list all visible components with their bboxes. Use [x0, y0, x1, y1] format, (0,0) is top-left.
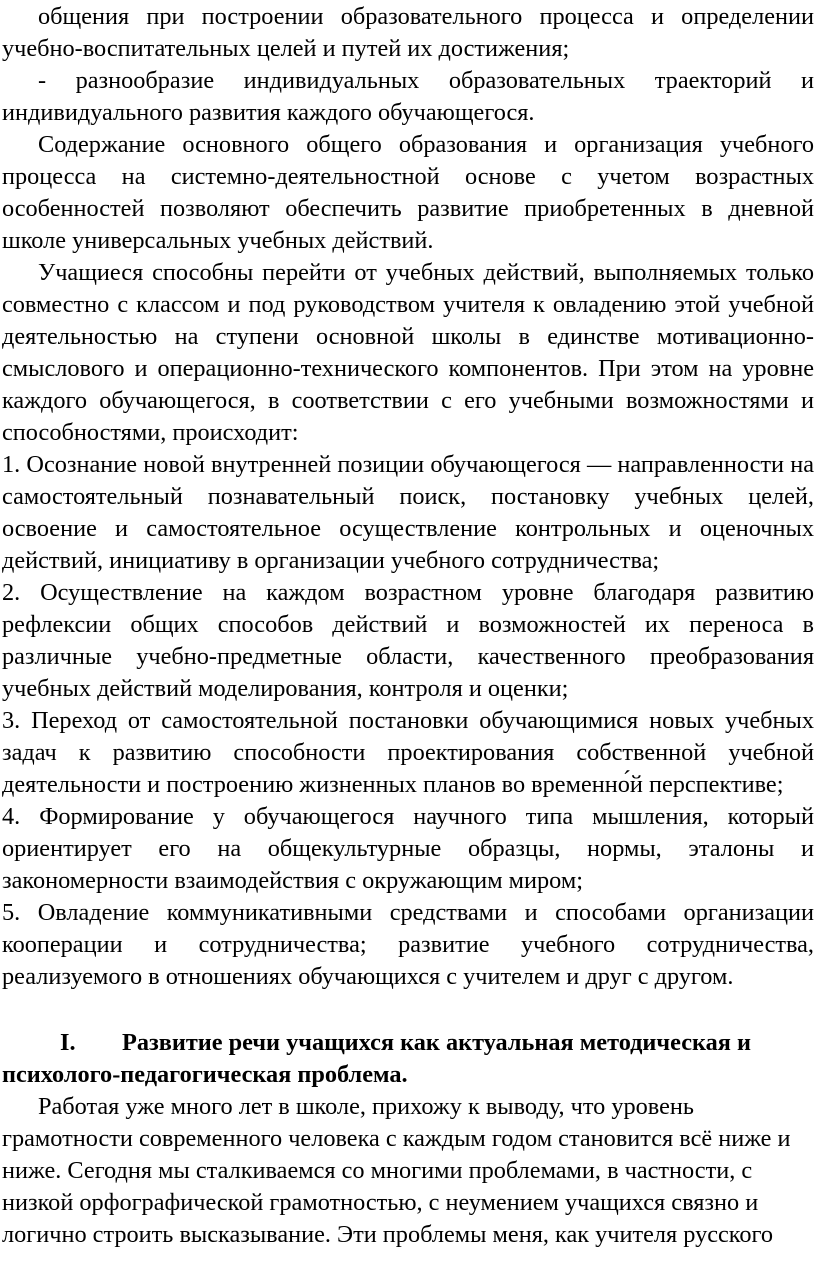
paragraph-content: Содержание основного общего образования и организация учебного процесса на системно-деятельностной основе с учетом возрастных особенностей позволяют обеспечить развитие приобретенных в дневной школе универсальных учебных действий.	[2, 131, 814, 254]
list-item-1	[2, 449, 814, 577]
list-number: 3.	[2, 707, 21, 734]
list-text: Формирование у обучающегося научного типа мышления, который ориентирует его на общекультурные образцы, нормы, эталоны и закономерности взаимодействия с окружающим миром;	[2, 803, 814, 894]
list-number: 5.	[2, 899, 21, 926]
list-item-2	[2, 577, 814, 705]
list-item-5	[2, 897, 814, 993]
list-text: Овладение коммуникативными средствами и способами организации кооперации и сотрудничества; развитие учебного сотрудничества, реализуемого в отношениях обучающихся с учителем и друг с другом.	[2, 899, 814, 990]
paragraph-continuation: общения при построении образовательного процесса и определении учебно-воспитательных целей и путей их достижения;	[2, 3, 814, 62]
paragraph-students: Учащиеся способны перейти от учебных действий, выполняемых только совместно с классом и под руководством учителя к овладению этой учебной деятельностью на ступени основной школы в единстве мотивационно-смыслового и операционно-технического компонентов. При этом на уровне каждого обучающегося, в соответствии с его учебными возможностями и способностями, происходит:	[2, 259, 814, 446]
list-item-3	[2, 705, 814, 801]
paragraph-closing: Работая уже много лет в школе, прихожу к выводу, что уровень грамотности современного человека с каждым годом становится всё ниже и ниже. Сегодня мы сталкиваемся со многими проблемами, в частности, с низкой орфографической грамотностью, с неумением учащихся связно и логично строить высказывание. Эти проблемы меня, как учителя русского	[2, 1093, 791, 1248]
section-number: I.	[60, 1029, 76, 1056]
section-heading	[2, 1027, 814, 1091]
list-text: Осознание новой внутренней позиции обучающегося — направленности на самостоятельный познавательный поиск, постановку учебных целей, освоение и самостоятельное осуществление контрольных и оценочных действий, инициативу в организации учебного сотрудничества;	[2, 451, 815, 574]
section-spacer	[2, 993, 814, 1027]
paragraph-diversity: - разнообразие индивидуальных образовательных траекторий и индивидуального развития каждого обучающегося.	[2, 67, 814, 126]
list-number: 1.	[2, 451, 21, 478]
list-text: Осуществление на каждом возрастном уровне благодаря развитию рефлексии общих способов действий и возможностей их переноса в различные учебно-предметные области, качественного преобразования учебных действий моделирования, контроля и оценки;	[2, 579, 814, 702]
list-number: 2.	[2, 579, 21, 606]
document-page	[0, 1, 816, 1272]
section-title: Развитие речи учащихся как актуальная методическая и психолого-педагогическая проблема.	[2, 1029, 752, 1088]
list-text: Переход от самостоятельной постановки обучающимися новых учебных задач к развитию способности проектирования собственной учебной деятельности и построению жизненных планов во временно́й перспективе;	[2, 707, 814, 798]
list-item-4	[2, 801, 814, 897]
list-number: 4.	[2, 803, 21, 830]
